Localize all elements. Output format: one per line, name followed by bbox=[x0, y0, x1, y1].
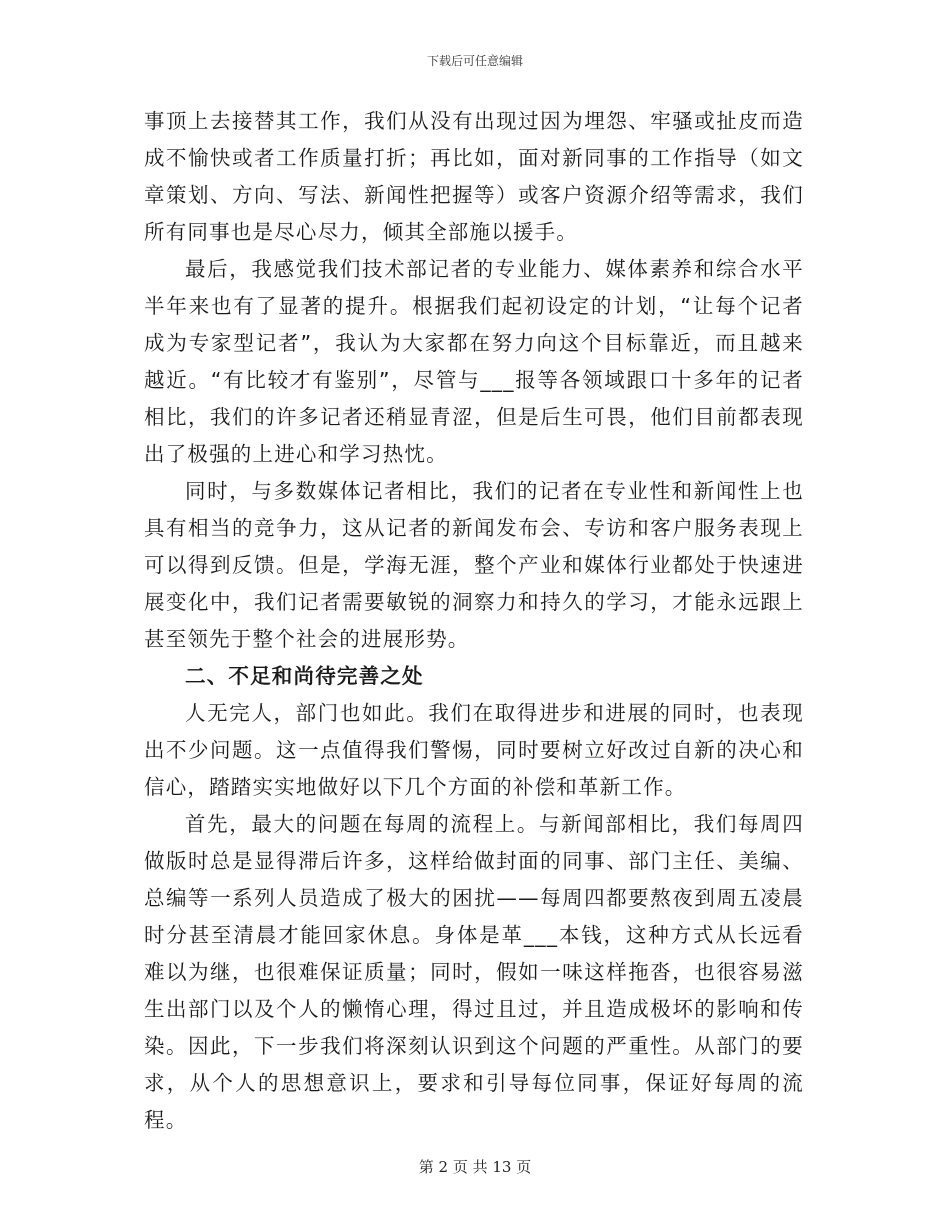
paragraph-shortcomings-intro: 人无完人，部门也如此。我们在取得进步和进展的同时，也表现出不少问题。这一点值得我们警惕，同时要树立好改过自新的决心和信心，踏踏实实地做好以下几个方面的补偿和革新工作。 bbox=[144, 701, 804, 799]
document-body bbox=[144, 103, 804, 1139]
page-number: 第 2 页 共 13 页 bbox=[418, 1158, 532, 1176]
paragraph-competitiveness: 同时，与多数媒体记者相比，我们的记者在专业性和新闻性上也具有相当的竞争力，这从记者的新闻发布会、专访和客户服务表现上可以得到反馈。但是，学海无涯，整个产业和媒体行业都处于快速进展变化中，我们记者需要敏锐的洞察力和持久的学习，才能永远跟上甚至领先于整个社会的进展形势。 bbox=[144, 479, 804, 651]
paragraph-weekly-process: 首先，最大的问题在每周的流程上。与新闻部相比，我们每周四做版时总是显得滞后许多，这样给做封面的同事、部门主任、美编、总编等一系列人员造成了极大的困扰——每周四都要熬夜到周五凌晨时分甚至清晨才能回家休息。身体是革___本钱，这种方式从长远看难以为继，也很难保证质量；同时，假如一味这样拖沓，也很容易滋生出部门以及个人的懒惰心理，得过且过，并且造成极坏的影响和传染。因此，下一步我们将深刻认识到这个问题的严重性。从部门的要求，从个人的思想意识上，要求和引导每位同事，保证好每周的流程。 bbox=[144, 812, 804, 1132]
paragraph-professional-ability: 最后，我感觉我们技术部记者的专业能力、媒体素养和综合水平半年来也有了显著的提升。根据我们起初设定的计划，“让每个记者成为专家型记者”，我认为大家都在努力向这个目标靠近，而且越来越近。“有比较才有鉴别”，尽管与___报等各领域跟口十多年的记者相比，我们的许多记者还稍显青涩，但是后生可畏，他们目前都表现出了极强的上进心和学习热忱。 bbox=[144, 257, 804, 466]
page-header: 下载后可任意编辑 bbox=[426, 54, 523, 68]
section-heading: 二、不足和尚待完善之处 bbox=[185, 664, 424, 688]
paragraph-continuation: 事顶上去接替其工作，我们从没有出现过因为埋怨、牢骚或扯皮而造成不愉快或者工作质量打折；再比如，面对新同事的工作指导（如文章策划、方向、写法、新闻性把握等）或客户资源介绍等需求，我们所有同事也是尽心尽力，倾其全部施以援手。 bbox=[144, 109, 804, 244]
